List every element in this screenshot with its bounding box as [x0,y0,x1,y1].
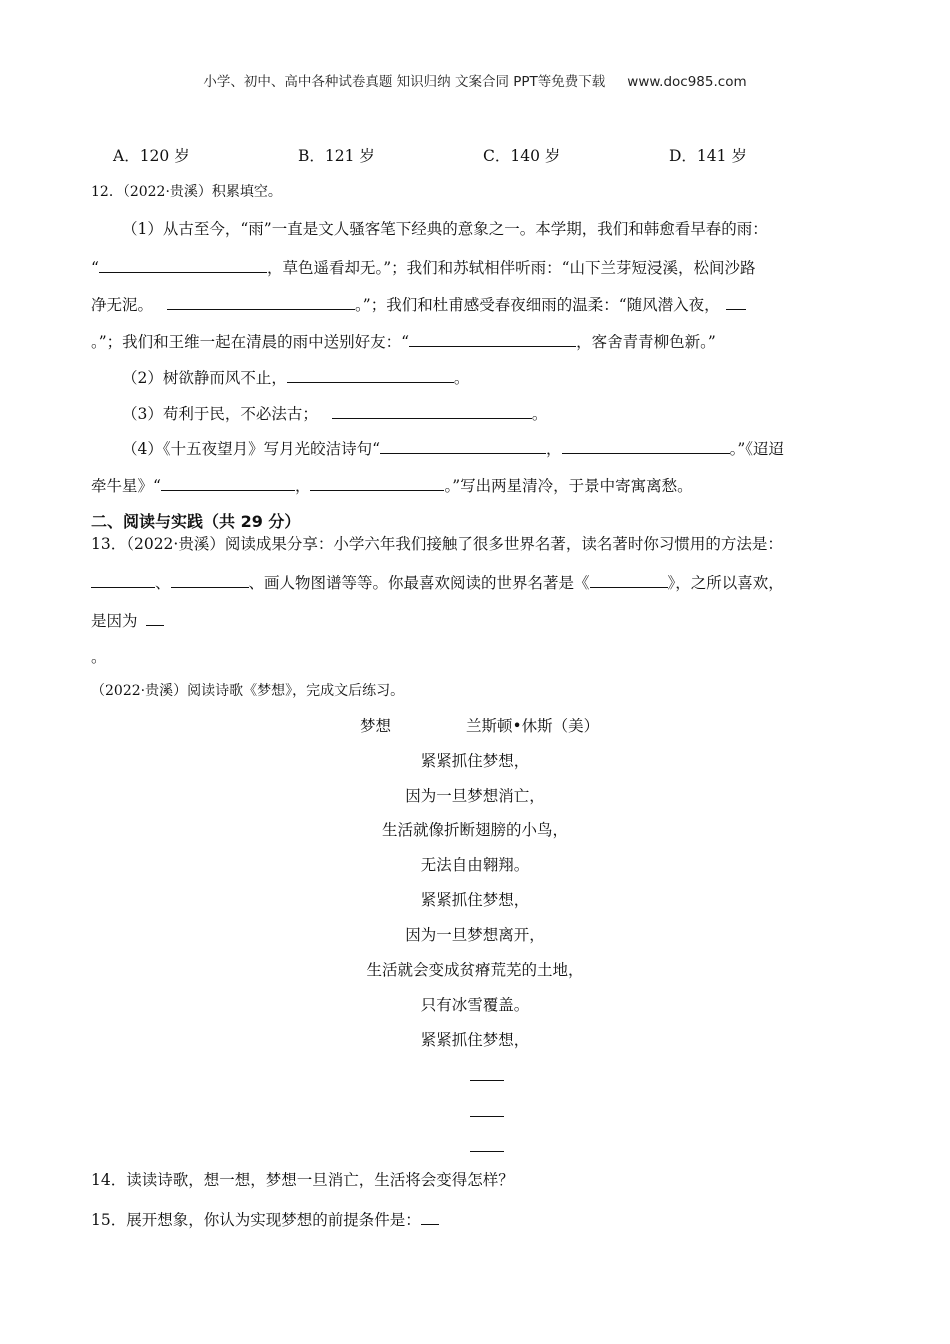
poem-line: 紧紧抓住梦想， [420,752,530,770]
poem-line: 因为一旦梦想消亡， [405,787,545,805]
q12-p1-line3 [91,293,746,315]
poem-line: 只有冰雪覆盖。 [420,996,530,1014]
answer-blank-7[interactable] [380,437,546,454]
q13-line3 [91,609,164,631]
q12-p4-line1-b: ， [546,440,562,458]
answer-blank-2[interactable] [167,293,355,310]
q15-line [91,1208,439,1230]
header-site: www.doc985.com [627,74,747,90]
q14-text: 14．读读诗歌，想一想，梦想一旦消亡，生活将会变得怎样？ [91,1171,514,1189]
q12-p4-line1-a: （4）《十五夜望月》写月光皎洁诗句“ [122,440,381,458]
q12-p3-b: 。 [531,405,548,423]
q12-title: 12．（2022·贵溪）积累填空。 [91,184,282,200]
q12-p3-a: （3）苟利于民，不必法古； [122,405,318,423]
answer-blank-11[interactable] [91,571,155,588]
answer-blank-15[interactable] [421,1208,439,1225]
answer-blank-9[interactable] [161,474,295,491]
answer-blank-5[interactable] [287,366,454,383]
q13-line2-b: 、画人物图谱等等。你最喜欢阅读的世界名著是《 [248,574,590,592]
option-a: A．120 岁 [113,147,190,165]
option-c: C．140 岁 [483,147,561,165]
q12-p4-line2-c: 。”写出两星清冷，于景中寄寓离愁。 [444,477,693,495]
answer-blank-6[interactable] [332,402,532,419]
poem-line: 无法自由翱翔。 [420,856,530,874]
q13-line2 [91,571,784,593]
answer-blank-1[interactable] [99,256,267,273]
answer-blank-8[interactable] [562,437,730,454]
q12-p4-line1-c: 。”《迢迢 [729,440,784,458]
q12-p2-b: 。 [453,369,470,387]
header-text: 小学、初中、高中各种试卷真题 知识归纳 文案合同 PPT等免费下载 [203,74,606,90]
q12-p1-line4 [91,330,716,352]
option-d: D．141 岁 [669,147,747,165]
poem-line: 紧紧抓住梦想， [420,1031,530,1049]
q12-p1-line3-a: 净无泥。 [91,296,154,314]
poem-intro: （2022·贵溪）阅读诗歌《梦想》，完成文后练习。 [91,683,405,699]
answer-blank-13[interactable] [590,571,668,588]
q12-p1-line2-a: “ [91,259,99,277]
q12-p4-line1 [122,437,784,459]
option-b: B．121 岁 [298,147,375,165]
q12-p4-line2 [91,474,693,496]
q12-p1-line2 [91,256,756,278]
q12-p4-line2-a: 牵牛星》“ [91,477,161,495]
q12-p4-line2-b: ， [294,477,311,495]
q12-p1-line4-b: ，客舍青青柳色新。” [576,333,716,351]
answer-blank-12[interactable] [171,571,249,588]
answer-blank-3[interactable] [726,293,746,310]
poem-blank-2[interactable] [470,1116,504,1117]
section-title: 二、阅读与实践（共 29 分） [91,512,301,531]
poem-title: 梦想 [360,717,392,735]
q13-line1: 13．（2022·贵溪）阅读成果分享：小学六年我们接触了很多世界名著，读名著时你习惯用的方法是： [91,535,783,553]
q12-p1-line3-b: 。”；我们和杜甫感受春夜细雨的温柔：“随风潜入夜， [355,296,720,314]
q12-p2 [122,366,469,388]
q12-p1-line4-a: 。”；我们和王维一起在清晨的雨中送别好友：“ [91,333,410,351]
answer-blank-10[interactable] [310,474,444,491]
poem-line: 因为一旦梦想离开， [405,926,545,944]
poem-line: 紧紧抓住梦想， [420,891,530,909]
answer-blank-4[interactable] [409,330,576,347]
q13-line4: 。 [91,648,107,666]
q13-line3-text: 是因为 [91,612,138,630]
q15-text: 15．展开想象，你认为实现梦想的前提条件是： [91,1211,421,1229]
poem-line: 生活就会变成贫瘠荒芜的土地， [366,961,584,979]
q12-p3 [122,402,547,424]
poem-blank-3[interactable] [470,1151,504,1152]
q13-line2-a: 、 [155,574,171,592]
answer-blank-14[interactable] [146,609,164,626]
poem-line: 生活就像折断翅膀的小鸟， [381,821,568,839]
poem-author: 兰斯顿•休斯（美） [466,717,600,735]
q12-p1-line2-b: ，草色遥看却无。”；我们和苏轼相伴听雨：“山下兰芽短浸溪，松间沙路 [266,259,756,277]
q12-p1-line1: （1）从古至今，“雨”一直是文人骚客笔下经典的意象之一。本学期，我们和韩愈看早春的雨： [122,220,768,238]
q13-line2-c: 》，之所以喜欢， [667,574,784,592]
poem-blank-1[interactable] [470,1080,504,1081]
q12-p2-a: （2）树欲静而风不止， [122,369,287,387]
page-header [0,70,950,90]
